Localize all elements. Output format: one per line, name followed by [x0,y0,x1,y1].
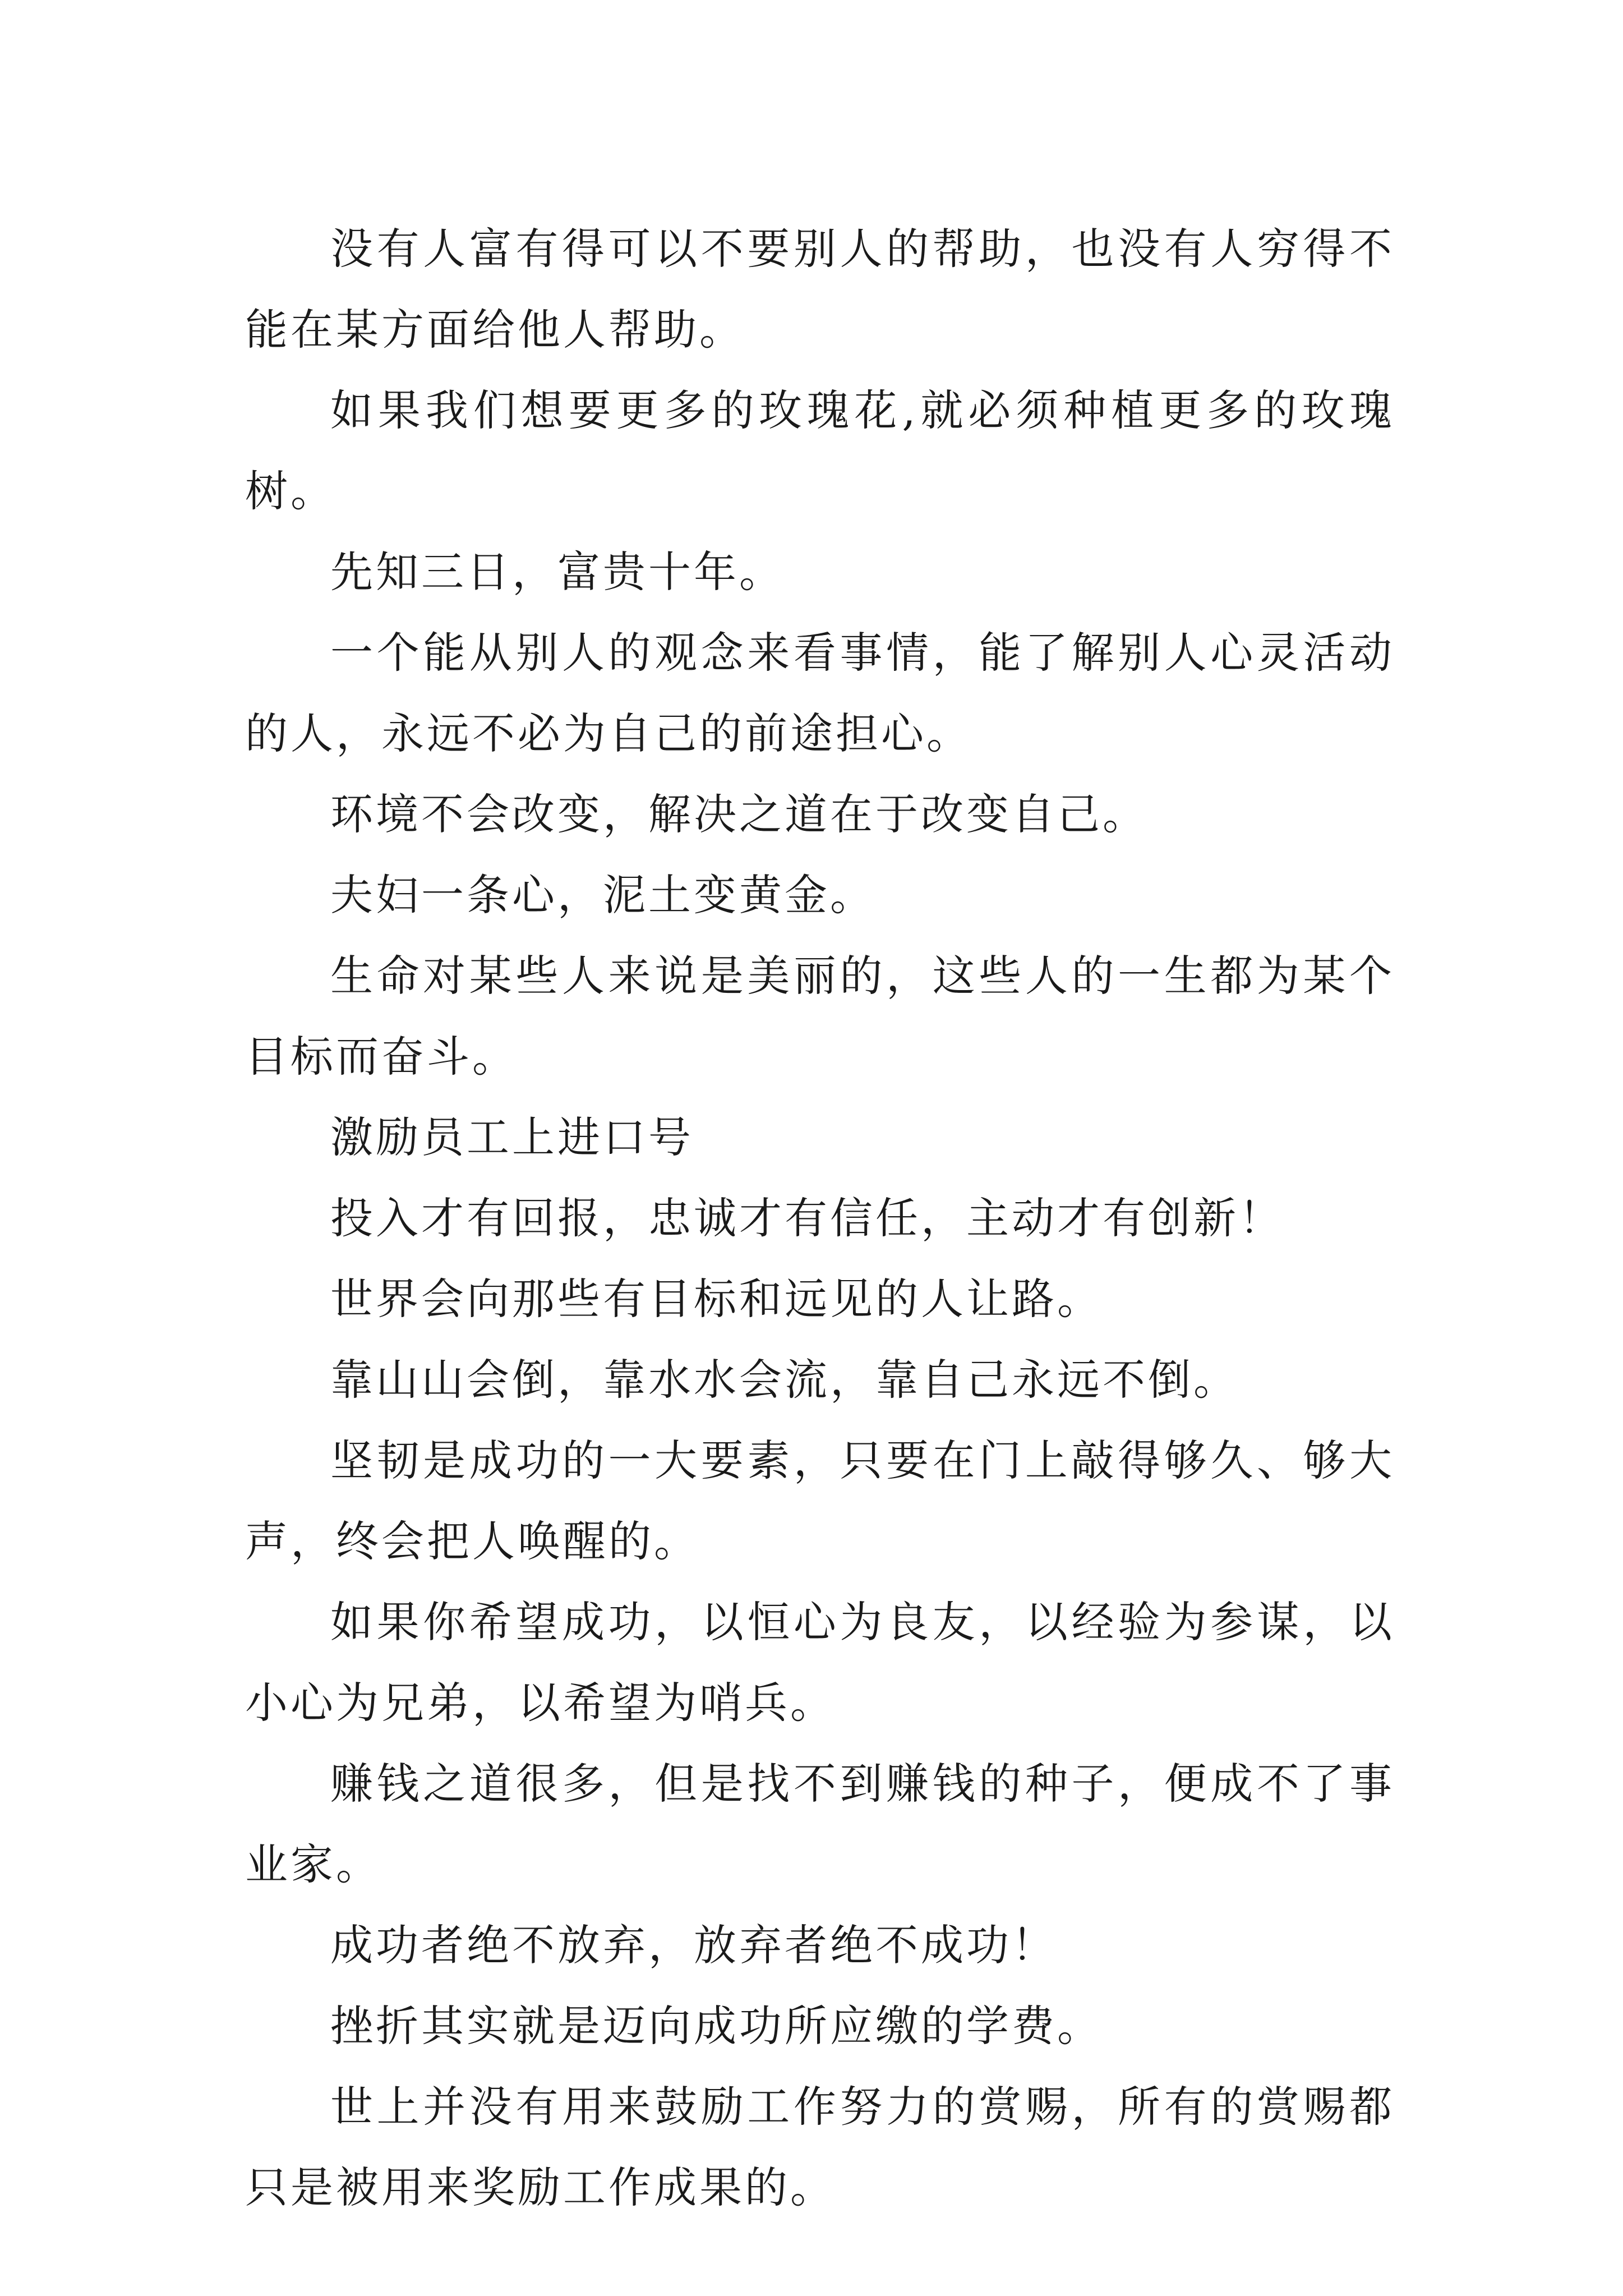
paragraph: 没有人富有得可以不要别人的帮助，也没有人穷得不能在某方面给他人帮助。 [245,224,1395,355]
paragraph: 投入才有回报，忠诚才有信任，主动才有创新！ [330,1193,1284,1243]
paragraph: 一个能从别人的观念来看事情，能了解别人心灵活动的人，永远不必为自己的前途担心。 [245,628,1395,758]
paragraph: 赚钱之道很多，但是找不到赚钱的种子，便成不了事业家。 [245,1759,1395,1889]
paragraph: 挫折其实就是迈向成功所应缴的学费。 [330,2001,1103,2051]
paragraph: 夫妇一条心，泥土变黄金。 [330,870,875,920]
paragraph: 成功者绝不放弃，放弃者绝不成功！ [330,1920,1057,1970]
paragraph: 环境不会改变，解决之道在于改变自己。 [330,789,1148,839]
section-heading: 激励员工上进口号 [330,1112,694,1162]
paragraph: 靠山山会倒，靠水水会流，靠自己永远不倒。 [330,1355,1239,1405]
paragraph: 生命对某些人来说是美丽的，这些人的一生都为某个目标而奋斗。 [245,951,1395,1082]
paragraph: 先知三日，富贵十年。 [330,547,785,597]
paragraph: 世上并没有用来鼓励工作努力的赏赐，所有的赏赐都只是被用来奖励工作成果的。 [245,2082,1395,2212]
paragraph: 世界会向那些有目标和远见的人让路。 [330,1274,1103,1324]
paragraph: 如果我们想要更多的玫瑰花,就必须种植更多的玫瑰树。 [245,385,1395,516]
paragraph: 坚韧是成功的一大要素，只要在门上敲得够久、够大声，终会把人唤醒的。 [245,1435,1395,1566]
document-body [245,209,1395,2228]
paragraph: 如果你希望成功，以恒心为良友，以经验为参谋，以小心为兄弟，以希望为哨兵。 [245,1597,1395,1728]
